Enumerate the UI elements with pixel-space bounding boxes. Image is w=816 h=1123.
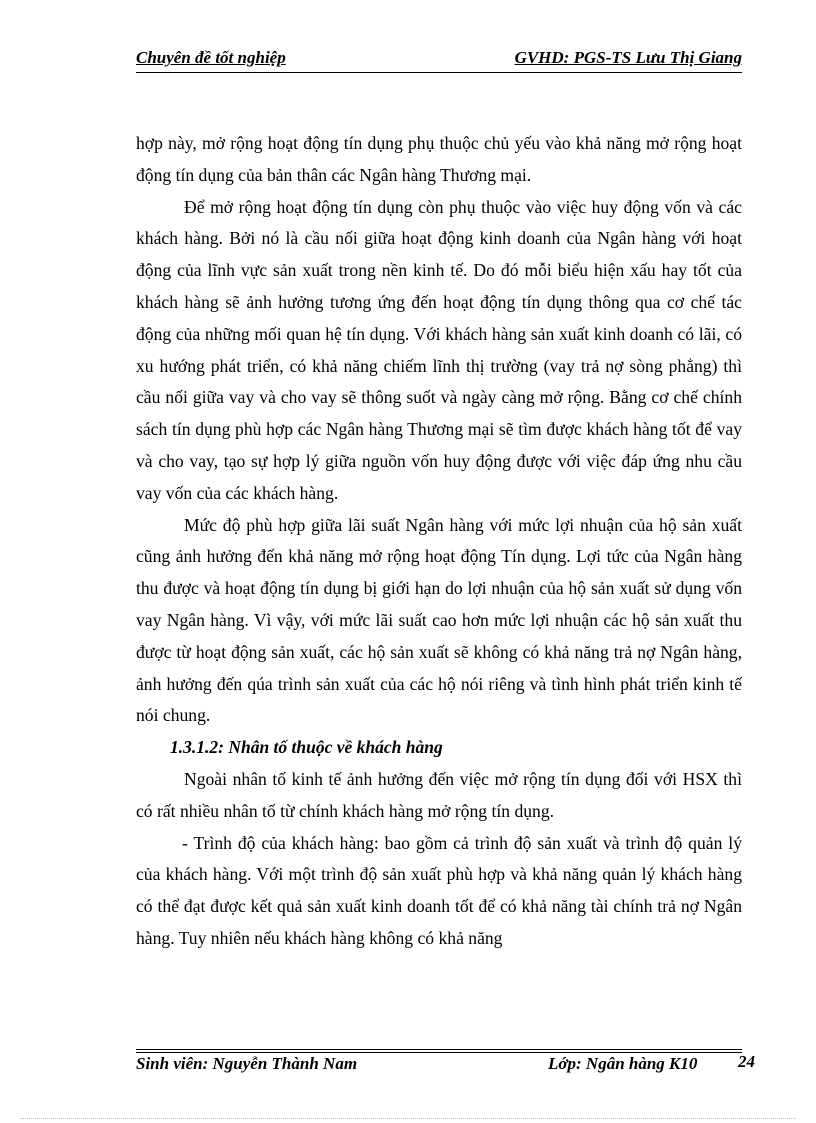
- header-thesis-title: Chuyên đề tốt nghiệp: [136, 48, 286, 67]
- page-bottom-edge: [20, 1118, 796, 1119]
- paragraph-5: - Trình độ của khách hàng: bao gồm cả trình độ sản xuất và trình độ quản lý của khách hàng. Với một trình độ sản xuất phù hợp và khả năng quản lý khách hàng có thể đạt được kết quả sản xuất kinh doanh tốt để có khả năng tài chính trả nợ Ngân hàng. Tuy nhiên nếu khách hàng không có khả năng: [136, 832, 742, 948]
- paragraph-1: hợp này, mở rộng hoạt động tín dụng phụ thuộc chủ yếu vào khả năng mở rộng hoạt động tín dụng của bản thân các Ngân hàng Thương mại.: [136, 133, 742, 185]
- page-header: [136, 48, 742, 70]
- footer-class: Lớp: Ngân hàng K10: [548, 1054, 698, 1073]
- page-footer: [136, 1054, 756, 1078]
- section-heading: 1.3.1.2: Nhân tố thuộc về khách hàng: [170, 737, 443, 758]
- paragraph-4: Ngoài nhân tố kinh tế ảnh hưởng đến việc mở rộng tín dụng đối với HSX thì có rất nhiều nhân tố từ chính khách hàng mở rộng tín dụng.: [136, 768, 742, 821]
- document-body: [136, 128, 742, 955]
- footer-divider-bottom: [136, 1052, 742, 1053]
- paragraph-2: Để mở rộng hoạt động tín dụng còn phụ thuộc vào việc huy động vốn và các khách hàng. Bởi nó là cầu nối giữa hoạt động kinh doanh của Ngân hàng với hoạt động của lĩnh vực sản xuất trong nền kinh tế. Do đó mỗi biểu hiện xấu hay tốt của khách hàng sẽ ảnh hưởng tương ứng đến hoạt động tín dụng thông qua cơ chế tác động của những mối quan hệ tín dụng. Với khách hàng sản xuất kinh doanh có lãi, có xu hướng phát triển, có khả năng chiếm lĩnh thị trường (vay trả nợ sòng phẳng) thì cầu nối giữa vay và cho vay sẽ thông suốt và ngày càng mở rộng. Bằng cơ chế chính sách tín dụng phù hợp các Ngân hàng Thương mại sẽ tìm được khách hàng tốt để vay và cho vay, tạo sự hợp lý giữa nguồn vốn huy động được với việc đáp ứng nhu cầu vay vốn của các khách hàng.: [136, 196, 742, 503]
- header-supervisor: GVHD: PGS-TS Lưu Thị Giang: [514, 48, 742, 67]
- footer-divider-top: [136, 1049, 742, 1050]
- footer-student-name: Sinh viên: Nguyễn Thành Nam: [136, 1054, 358, 1073]
- paragraph-3: Mức độ phù hợp giữa lãi suất Ngân hàng với mức lợi nhuận của hộ sản xuất cũng ảnh hưởng đến khả năng mở rộng hoạt động Tín dụng. Lợi tức của Ngân hàng thu được và hoạt động tín dụng bị giới hạn do lợi nhuận của hộ sản xuất sử dụng vốn vay Ngân hàng. Vì vậy, với mức lãi suất cao hơn mức lợi nhuận các hộ sản xuất thu được từ hoạt động sản xuất, các hộ sản xuất sẽ không có khả năng trả nợ Ngân hàng, ảnh hưởng đến qúa trình sản xuất của các hộ nói riêng và tình hình phát triển kinh tế nói chung.: [136, 514, 742, 726]
- header-divider: [136, 72, 742, 73]
- page-number: 24: [738, 1052, 755, 1071]
